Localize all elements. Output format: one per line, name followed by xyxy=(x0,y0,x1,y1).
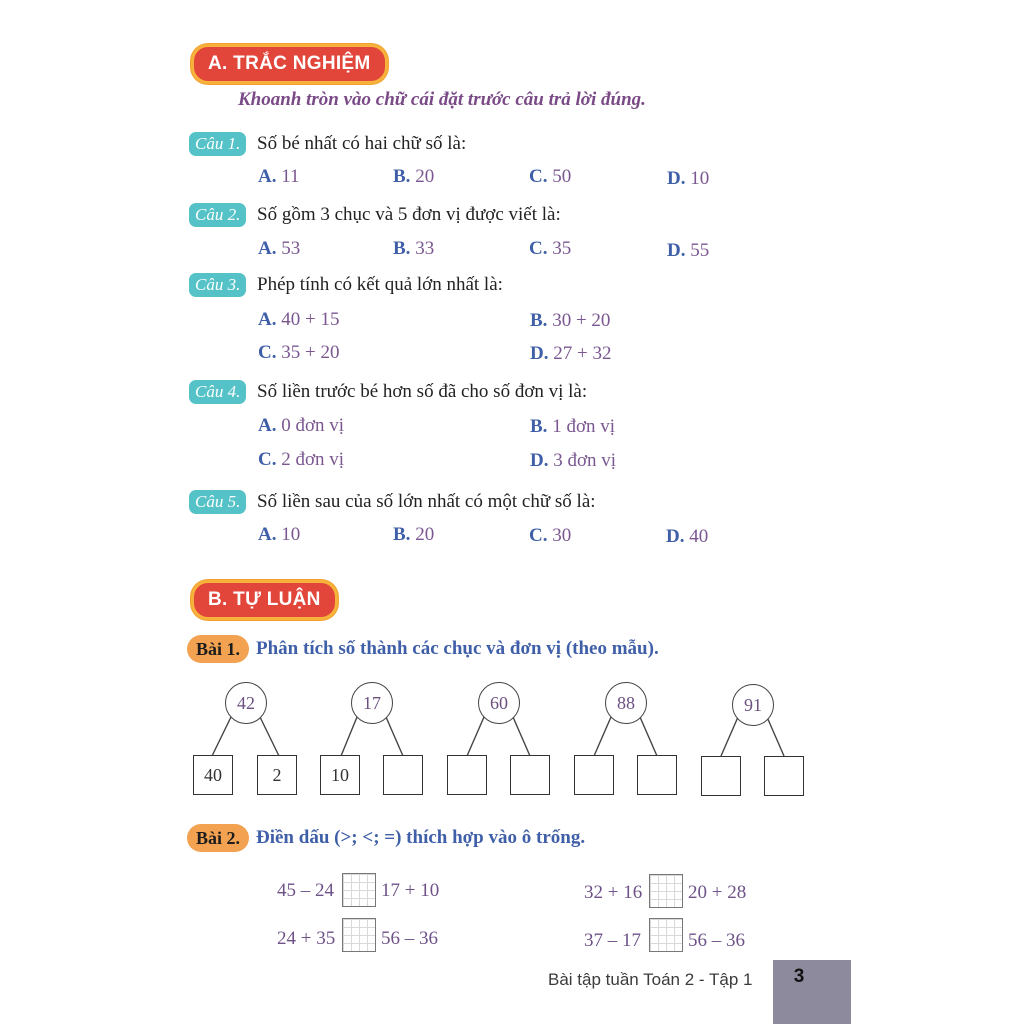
question-5-option-a[interactable]: A. 10 xyxy=(258,524,301,545)
question-1-option-a[interactable]: A. 11 xyxy=(258,166,300,187)
compare-4-right: 56 – 36 xyxy=(688,930,745,951)
compare-2-answer-box[interactable] xyxy=(649,874,683,908)
tree-3-tens-box[interactable] xyxy=(447,755,487,795)
question-4-label: Câu 4. xyxy=(189,380,246,404)
question-1-option-b[interactable]: B. 20 xyxy=(393,166,435,187)
tree-5-number: 91 xyxy=(732,684,774,726)
tree-2-number: 17 xyxy=(351,682,393,724)
tree-3-number: 60 xyxy=(478,682,520,724)
question-3-option-d[interactable]: D. 27 + 32 xyxy=(530,343,612,364)
compare-1-answer-box[interactable] xyxy=(342,873,376,907)
question-1-text: Số bé nhất có hai chữ số là: xyxy=(257,133,467,154)
question-2-label: Câu 2. xyxy=(189,203,246,227)
tree-5-tens-box[interactable] xyxy=(701,756,741,796)
question-5-label: Câu 5. xyxy=(189,490,246,514)
compare-1-left: 45 – 24 xyxy=(277,880,334,901)
question-1-option-d[interactable]: D. 10 xyxy=(667,168,710,189)
question-4-option-b[interactable]: B. 1 đơn vị xyxy=(530,416,616,437)
question-3-label: Câu 3. xyxy=(189,273,246,297)
question-2-option-b[interactable]: B. 33 xyxy=(393,238,435,259)
tree-4-units-box[interactable] xyxy=(637,755,677,795)
question-3-option-a[interactable]: A. 40 + 15 xyxy=(258,309,340,330)
question-3-text: Phép tính có kết quả lớn nhất là: xyxy=(257,274,503,295)
tree-3-units-box[interactable] xyxy=(510,755,550,795)
compare-1-right: 17 + 10 xyxy=(381,880,440,901)
exercise-1-label: Bài 1. xyxy=(187,635,249,663)
exercise-2-label: Bài 2. xyxy=(187,824,249,852)
question-3-option-c[interactable]: C. 35 + 20 xyxy=(258,342,340,363)
compare-3-answer-box[interactable] xyxy=(342,918,376,952)
exercise-2-text: Điền dấu (>; <; =) thích hợp vào ô trống. xyxy=(256,827,586,848)
question-4-option-d[interactable]: D. 3 đơn vị xyxy=(530,450,617,471)
compare-4-left: 37 – 17 xyxy=(584,930,641,951)
question-4-option-a[interactable]: A. 0 đơn vị xyxy=(258,415,345,436)
question-3-option-b[interactable]: B. 30 + 20 xyxy=(530,310,611,331)
question-4-option-c[interactable]: C. 2 đơn vị xyxy=(258,449,345,470)
tree-1-units-box[interactable]: 2 xyxy=(257,755,297,795)
tree-2-tens-box[interactable]: 10 xyxy=(320,755,360,795)
question-5-option-d[interactable]: D. 40 xyxy=(666,526,709,547)
question-2-option-a[interactable]: A. 53 xyxy=(258,238,301,259)
compare-3-right: 56 – 36 xyxy=(381,928,438,949)
question-4-text: Số liền trước bé hơn số đã cho số đơn vị là: xyxy=(257,381,588,402)
section-b-title: B. TỰ LUẬN xyxy=(191,580,338,620)
section-a-title: A. TRẮC NGHIỆM xyxy=(191,44,388,84)
question-5-text: Số liền sau của số lớn nhất có một chữ số là: xyxy=(257,491,596,512)
compare-2-left: 32 + 16 xyxy=(584,882,643,903)
compare-3-left: 24 + 35 xyxy=(277,928,336,949)
question-1-label: Câu 1. xyxy=(189,132,246,156)
compare-4-answer-box[interactable] xyxy=(649,918,683,952)
tree-4-tens-box[interactable] xyxy=(574,755,614,795)
question-5-option-b[interactable]: B. 20 xyxy=(393,524,435,545)
tree-4-number: 88 xyxy=(605,682,647,724)
page-number: 3 xyxy=(793,966,805,987)
tree-2-units-box[interactable] xyxy=(383,755,423,795)
instruction-text: Khoanh tròn vào chữ cái đặt trước câu trả lời đúng. xyxy=(238,89,646,110)
compare-2-right: 20 + 28 xyxy=(688,882,747,903)
question-2-text: Số gồm 3 chục và 5 đơn vị được viết là: xyxy=(257,204,561,225)
tree-1-tens-box[interactable]: 40 xyxy=(193,755,233,795)
question-2-option-c[interactable]: C. 35 xyxy=(529,238,572,259)
exercise-1-text: Phân tích số thành các chục và đơn vị (theo mẫu). xyxy=(256,638,659,659)
tree-5-units-box[interactable] xyxy=(764,756,804,796)
question-1-option-c[interactable]: C. 50 xyxy=(529,166,572,187)
question-2-option-d[interactable]: D. 55 xyxy=(667,240,710,261)
tree-1-number: 42 xyxy=(225,682,267,724)
question-5-option-c[interactable]: C. 30 xyxy=(529,525,572,546)
book-title-footer: Bài tập tuần Toán 2 - Tập 1 xyxy=(548,970,753,989)
